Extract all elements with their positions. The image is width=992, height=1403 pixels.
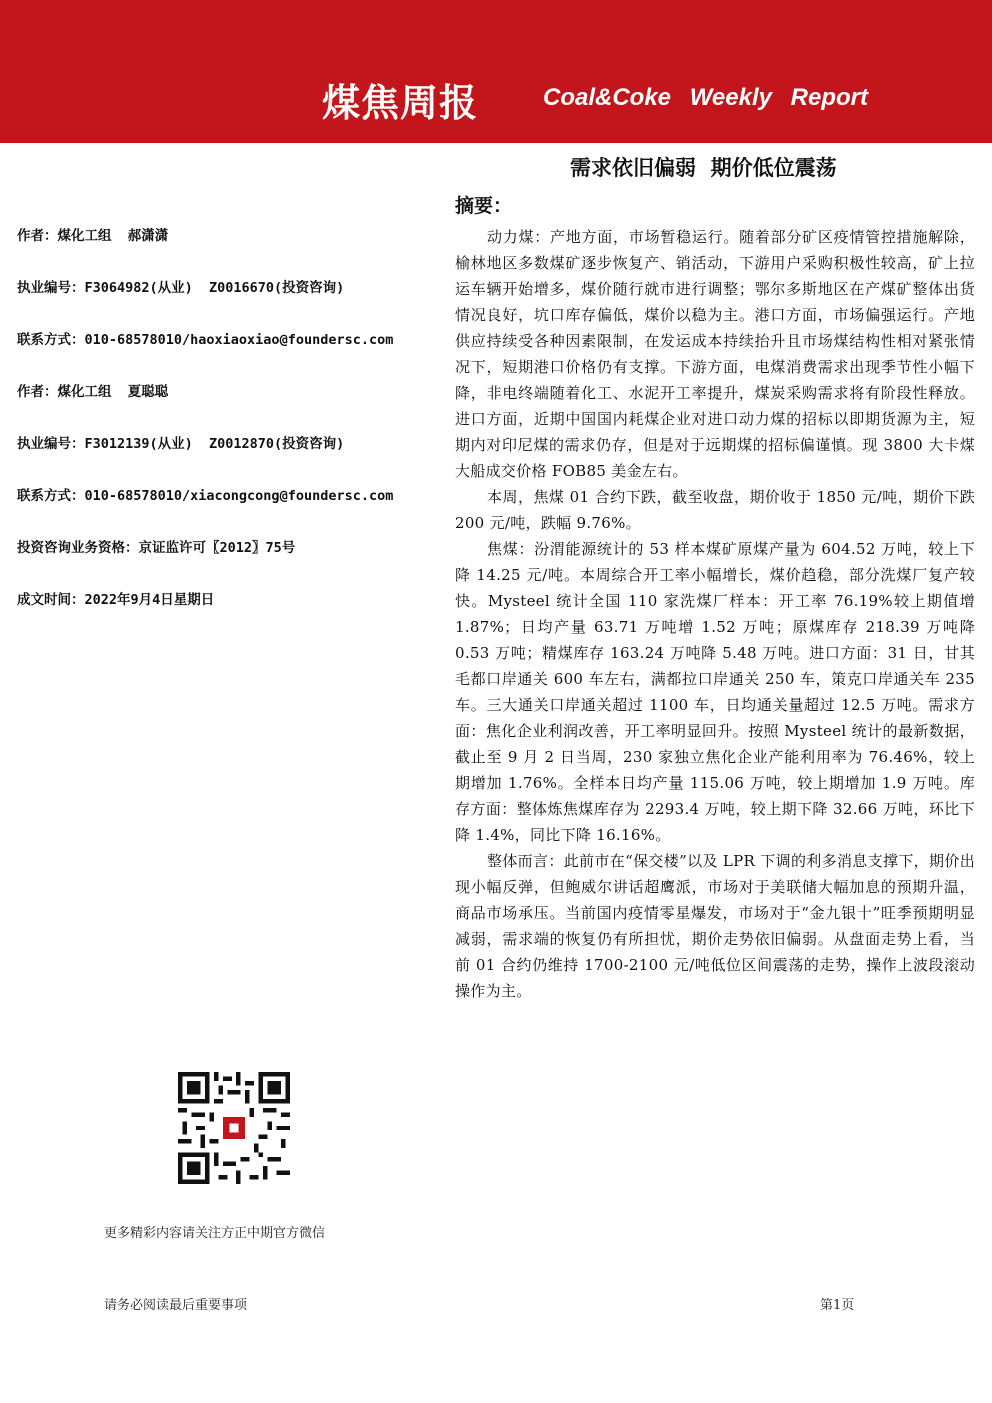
report-title-cn: 煤焦周报	[322, 81, 479, 125]
contact-2: 联系方式：010-68578010/xiacongcong@foundersc.com	[17, 488, 394, 504]
author-1: 作者：煤化工组 郝潇潇	[17, 228, 169, 244]
license-2: 执业编号：F3012139(从业) Z0012870(投资咨询)	[17, 436, 345, 452]
author-info	[17, 227, 437, 643]
contact-1: 联系方式：010-68578010/haoxiaoxiao@foundersc.com	[17, 332, 394, 348]
page-number: 第1页	[820, 1298, 855, 1313]
qr-caption: 更多精彩内容请关注方正中期官方微信	[104, 1226, 326, 1241]
abstract-title: 摘要：	[455, 195, 513, 217]
paragraph-weekly-price: 本周，焦煤 01 合约下跌，截至收盘，期价收于 1850 元/吨，期价下跌 200 元/吨，跌幅 9.76%。	[455, 488, 975, 532]
paragraph-thermal-coal: 动力煤：产地方面，市场暂稳运行。随着部分矿区疫情管控措施解除，榆林地区多数煤矿逐步恢复产、销活动，下游用户采购积极性较高，矿上拉运车辆开始增多，煤价随行就市进行调整；鄂尔多斯地区在产煤矿整体出货情况良好，坑口库存偏低，煤价以稳为主。港口方面，市场偏强运行。产地供应持续受各种因素限制，在发运成本持续抬升且市场煤结构性相对紧张情况下，短期港口价格仍有支撑。下游方面，电煤消费需求出现季节性小幅下降，非电终端随着化工、水泥开工率提升，煤炭采购需求将有阶段性释放。进口方面，近期中国国内耗煤企业对进口动力煤的招标以即期货源为主，短期内对印尼煤的需求仍存，但是对于远期煤的招标偏谨慎。现 3800 大卡煤大船成交价格 FOB85 美金左右。	[455, 228, 975, 480]
license-1: 执业编号：F3064982(从业) Z0016670(投资咨询)	[17, 280, 345, 296]
report-title-en: Coal&Coke Weekly Report	[543, 84, 868, 111]
page-headline: 需求依旧偏弱 期价低位震荡	[570, 156, 837, 180]
paragraph-summary: 整体而言：此前市在“保交楼”以及 LPR 下调的利多消息支撑下，期价出现小幅反弹，但鲍威尔讲话超鹰派，市场对于美联储大幅加息的预期升温，商品市场承压。当前国内疫情零星爆发，市场对于“金九银十”旺季预期明显减弱，需求端的恢复仍有所担忧，期价走势依旧偏弱。从盘面走势上看，当前 01 合约仍维持 1700-2100 元/吨低位区间震荡的走势，操作上波段滚动操作为主。	[455, 852, 975, 1000]
paragraph-coking-coal: 焦煤：汾渭能源统计的 53 样本煤矿原煤产量为 604.52 万吨，较上下降 14.25 元/吨。本周综合开工率小幅增长，煤价趋稳，部分洗煤厂复产较快。Mysteel 统计全国 110 家洗煤厂样本：开工率 76.19%较上期值增 1.87%；日均产量 63.71 万吨增 1.52 万吨；原煤库存 218.39 万吨降 0.53 万吨；精煤库存 163.24 万吨降 5.48 万吨。进口方面：31 日，甘其毛都口岸通关 600 车左右，满都拉口岸通关 250 车，策克口岸通关车 235 车。三大通关口岸通关超过 1100 车，日均通关量超过 12.5 万吨。需求方面：焦化企业利润改善，开工率明显回升。按照 Mysteel 统计的最新数据，截止至 9 月 2 日当周，230 家独立焦化企业产能利用率为 76.46%，较上期增加 1.76%。全样本日均产量 115.06 万吨，较上期增加 1.9 万吨。库存方面：整体炼焦煤库存为 2293.4 万吨，较上期下降 32.66 万吨，环比下降 1.4%，同比下降 16.16%。	[455, 540, 975, 844]
header-banner	[0, 0, 992, 143]
abstract-section	[455, 191, 975, 1004]
qualification: 投资咨询业务资格：京证监许可〖2012〗75号	[17, 540, 296, 556]
qr-code-icon	[178, 1072, 290, 1184]
footer-disclaimer-note: 请务必阅读最后重要事项	[104, 1298, 248, 1313]
author-2: 作者：煤化工组 夏聪聪	[17, 384, 169, 400]
written-date: 成文时间：2022年9月4日星期日	[17, 592, 215, 608]
